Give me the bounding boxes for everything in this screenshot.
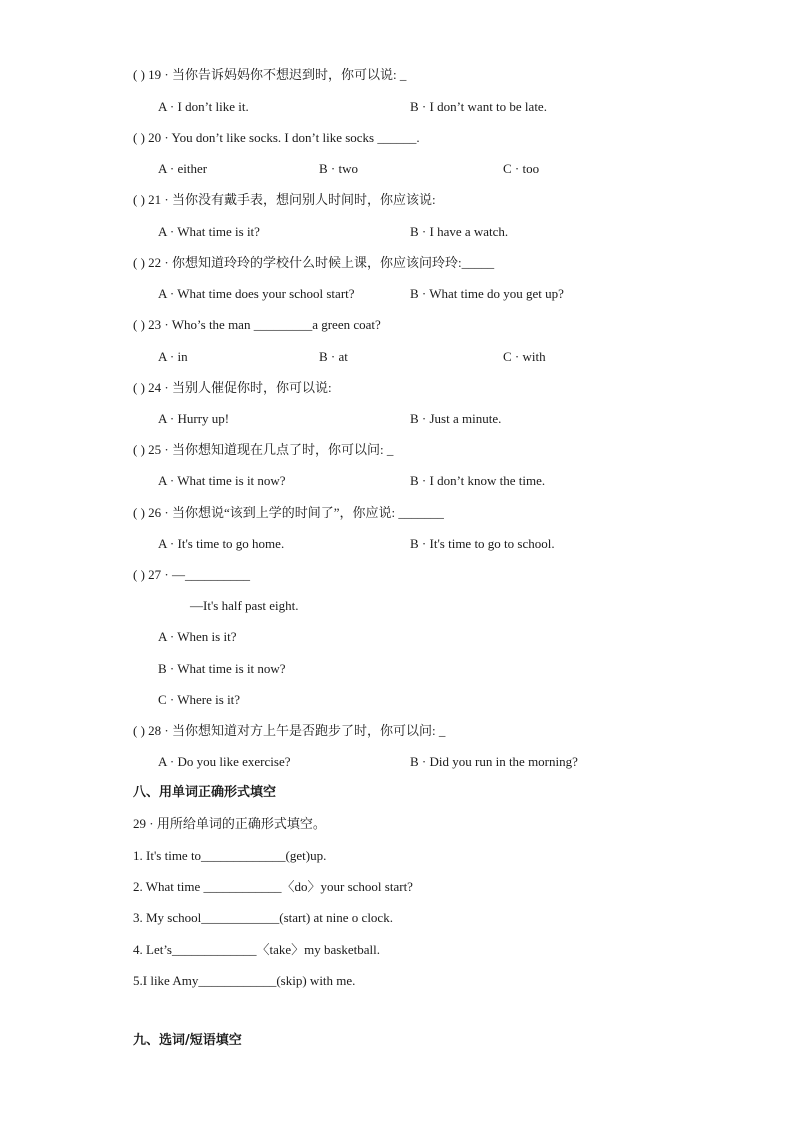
question-26-option-b: B · It's time to go to school. <box>410 536 555 551</box>
section-8-title: 八、用单词正确形式填空 <box>133 785 277 800</box>
question-26-stem: ( ) 26 · 当你想说“该到上学的时间了”，你应说: _______ <box>133 505 444 520</box>
question-23-option-a: A · in <box>158 349 188 364</box>
fill-item-2: 2. What time ____________〈do〉your school start? <box>133 879 413 894</box>
question-24-stem: ( ) 24 · 当别人催促你时，你可以说: <box>133 380 332 395</box>
question-27-option-a: A · When is it? <box>158 629 237 644</box>
question-25-option-a: A · What time is it now? <box>158 473 286 488</box>
fill-item-4: 4. Let’s_____________〈take〉my basketball. <box>133 942 380 957</box>
question-27-stem: ( ) 27 · —__________ <box>133 567 250 582</box>
fill-item-3: 3. My school____________(start) at nine o clock. <box>133 910 393 925</box>
question-28-stem: ( ) 28 · 当你想知道对方上午是否跑步了时，你可以问: _ <box>133 723 446 738</box>
question-25-option-b: B · I don’t know the time. <box>410 473 546 488</box>
question-23-stem: ( ) 23 · Who’s the man _________a green coat? <box>133 317 381 332</box>
question-21-option-a: A · What time is it? <box>158 224 260 239</box>
question-27-option-c: C · Where is it? <box>158 692 241 707</box>
question-19-option-b: B · I don’t want to be late. <box>410 99 547 114</box>
question-23-option-b: B · at <box>319 349 348 364</box>
question-22-option-b: B · What time do you get up? <box>410 286 564 301</box>
question-23-option-c: C · with <box>503 349 546 364</box>
question-24-option-a: A · Hurry up! <box>158 411 230 426</box>
question-25-stem: ( ) 25 · 当你想知道现在几点了时，你可以问: _ <box>133 442 394 457</box>
question-22-stem: ( ) 22 · 你想知道玲玲的学校什么时候上课，你应该问玲玲:_____ <box>133 255 495 270</box>
question-26-option-a: A · It's time to go home. <box>158 536 285 551</box>
fill-item-5: 5.I like Amy____________(skip) with me. <box>133 973 356 988</box>
question-20-option-a: A · either <box>158 161 208 176</box>
question-28-option-b: B · Did you run in the morning? <box>410 754 578 769</box>
question-22-option-a: A · What time does your school start? <box>158 286 355 301</box>
question-24-option-b: B · Just a minute. <box>410 411 502 426</box>
question-20-option-b: B · two <box>319 161 358 176</box>
section-9-title: 九、选词/短语填空 <box>133 1033 242 1048</box>
question-21-stem: ( ) 21 · 当你没有戴手表，想问别人时间时，你应该说: <box>133 192 436 207</box>
question-19-stem: ( ) 19 · 当你告诉妈妈你不想迟到时，你可以说: _ <box>133 67 407 82</box>
section-8-instruction: 29 · 用所给单词的正确形式填空。 <box>133 816 326 831</box>
question-20-option-c: C · too <box>503 161 540 176</box>
question-21-option-b: B · I have a watch. <box>410 224 509 239</box>
question-28-option-a: A · Do you like exercise? <box>158 754 291 769</box>
fill-item-1: 1. It's time to_____________(get)up. <box>133 848 327 863</box>
question-27-option-b: B · What time is it now? <box>158 661 286 676</box>
question-19-option-a: A · I don’t like it. <box>158 99 249 114</box>
question-20-stem: ( ) 20 · You don’t like socks. I don’t like socks ______. <box>133 130 420 145</box>
question-27-reply: —It's half past eight. <box>190 598 299 613</box>
